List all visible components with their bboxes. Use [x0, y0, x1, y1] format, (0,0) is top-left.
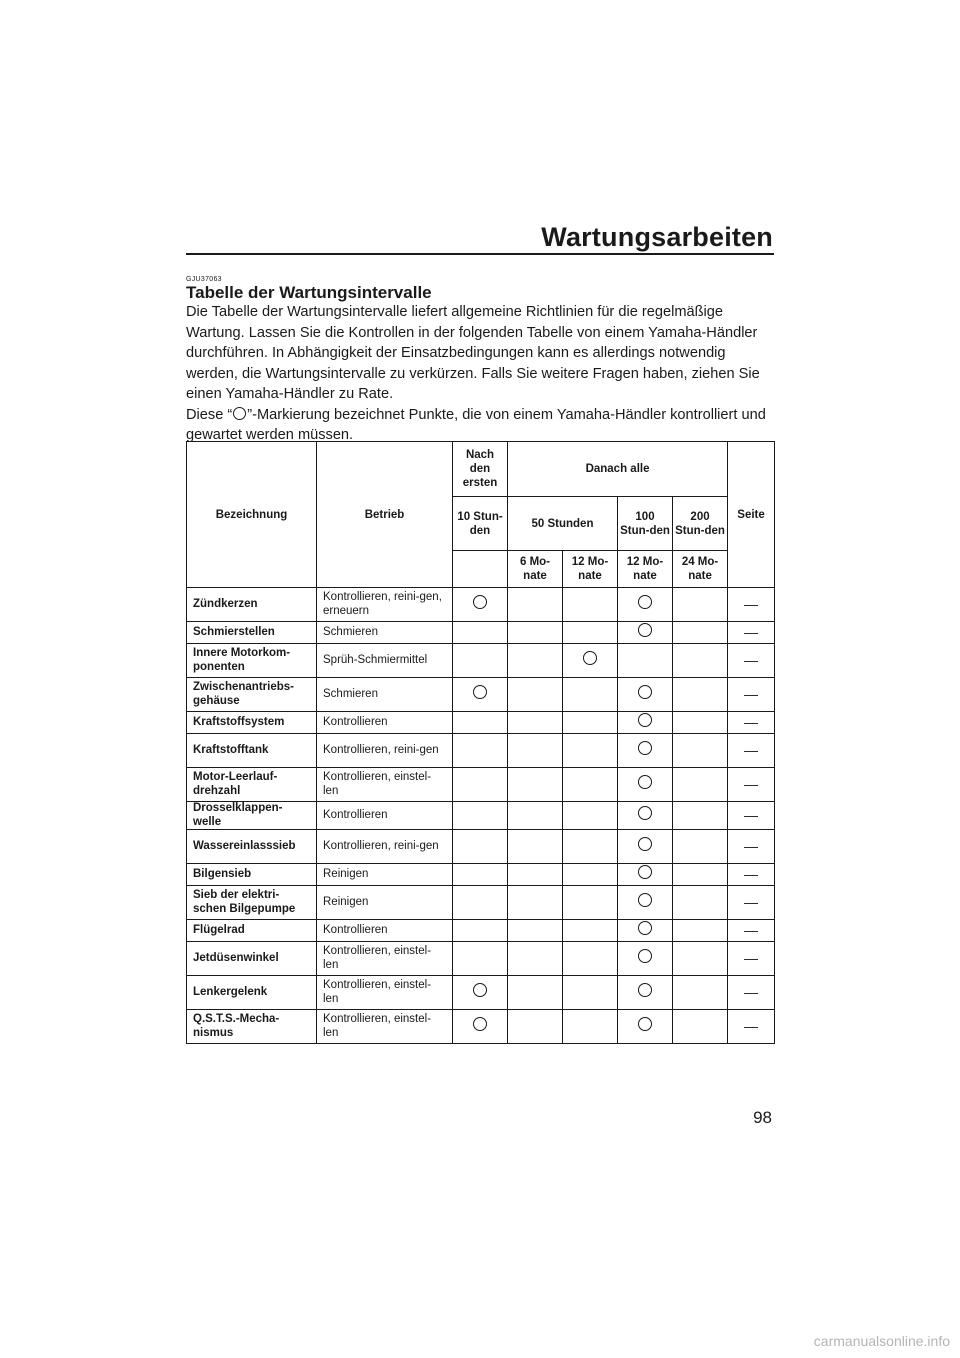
row-interval-cell: [453, 734, 508, 768]
row-interval-cell: [563, 678, 618, 712]
row-interval-cell: [673, 644, 728, 678]
row-interval-cell: [673, 976, 728, 1010]
row-interval-cell: [618, 588, 673, 622]
row-interval-cell: [673, 942, 728, 976]
row-operation: Reinigen: [317, 886, 453, 920]
note-after: ”-Markierung bezeichnet Punkte, die von einem Yamaha-Händler kontrolliert und gewartet werden müssen.: [186, 406, 766, 443]
row-interval-cell: [618, 768, 673, 802]
row-page: —: [728, 622, 775, 644]
row-interval-cell: [673, 830, 728, 864]
row-page: —: [728, 712, 775, 734]
circle-mark-icon: [638, 623, 652, 637]
row-interval-cell: [563, 644, 618, 678]
circle-mark-icon: [638, 595, 652, 609]
row-interval-cell: [563, 768, 618, 802]
row-interval-cell: [618, 942, 673, 976]
table-row: [187, 734, 775, 768]
table-row: [187, 712, 775, 734]
header-months: 12 Mo-nate: [563, 551, 618, 588]
header-page: Seite: [728, 442, 775, 588]
header-name: Bezeichnung: [187, 442, 317, 588]
table-row: [187, 768, 775, 802]
row-interval-cell: [673, 588, 728, 622]
header-months: 6 Mo-nate: [508, 551, 563, 588]
row-page: —: [728, 886, 775, 920]
row-interval-cell: [453, 712, 508, 734]
table-row: [187, 830, 775, 864]
row-operation: Kontrollieren: [317, 920, 453, 942]
row-interval-cell: [618, 830, 673, 864]
row-operation: Kontrollieren, einstel-len: [317, 768, 453, 802]
table-row: [187, 802, 775, 830]
row-interval-cell: [673, 1010, 728, 1044]
row-operation: Kontrollieren: [317, 802, 453, 830]
row-interval-cell: [508, 712, 563, 734]
row-interval-cell: [508, 864, 563, 886]
reference-code: GJU37063: [186, 276, 222, 283]
page-number: 98: [753, 1108, 772, 1127]
row-page: —: [728, 644, 775, 678]
circle-mark-icon: [638, 893, 652, 907]
row-name: Motor-Leerlauf-drehzahl: [187, 768, 317, 802]
row-interval-cell: [453, 588, 508, 622]
circle-mark-icon: [638, 775, 652, 789]
row-interval-cell: [673, 734, 728, 768]
row-interval-cell: [453, 644, 508, 678]
row-interval-cell: [508, 644, 563, 678]
row-interval-cell: [508, 976, 563, 1010]
row-interval-cell: [563, 1010, 618, 1044]
row-interval-cell: [453, 802, 508, 830]
row-operation: Kontrollieren, einstel-len: [317, 1010, 453, 1044]
row-interval-cell: [453, 830, 508, 864]
row-interval-cell: [453, 768, 508, 802]
row-interval-cell: [618, 734, 673, 768]
table-row: [187, 588, 775, 622]
circle-mark-icon: [638, 837, 652, 851]
circle-mark-icon: [583, 651, 597, 665]
intro-text: [186, 302, 778, 446]
row-interval-cell: [563, 622, 618, 644]
row-operation: Kontrollieren: [317, 712, 453, 734]
maintenance-table: [186, 441, 775, 1044]
row-operation: Kontrollieren, einstel-len: [317, 976, 453, 1010]
circle-mark-icon: [638, 983, 652, 997]
circle-mark-icon: [473, 1017, 487, 1031]
table-row: [187, 976, 775, 1010]
circle-mark-icon: [233, 407, 246, 420]
circle-mark-icon: [638, 865, 652, 879]
row-interval-cell: [563, 734, 618, 768]
row-interval-cell: [673, 768, 728, 802]
header-hours: 100 Stun-den: [618, 497, 673, 551]
circle-mark-icon: [473, 685, 487, 699]
circle-mark-icon: [638, 949, 652, 963]
circle-mark-icon: [638, 713, 652, 727]
row-interval-cell: [508, 622, 563, 644]
row-interval-cell: [563, 976, 618, 1010]
row-name: Zwischenantriebs-gehäuse: [187, 678, 317, 712]
row-interval-cell: [673, 886, 728, 920]
row-name: Innere Motorkom-ponenten: [187, 644, 317, 678]
row-page: —: [728, 588, 775, 622]
row-name: Kraftstofftank: [187, 734, 317, 768]
row-interval-cell: [508, 802, 563, 830]
row-interval-cell: [563, 864, 618, 886]
row-interval-cell: [453, 942, 508, 976]
row-interval-cell: [508, 886, 563, 920]
header-empty: [453, 551, 508, 588]
row-interval-cell: [563, 920, 618, 942]
row-operation: Sprüh-Schmiermittel: [317, 644, 453, 678]
header-hours: 50 Stunden: [508, 497, 618, 551]
note-before: Diese “: [186, 406, 233, 423]
row-interval-cell: [563, 588, 618, 622]
row-interval-cell: [673, 678, 728, 712]
row-interval-cell: [508, 588, 563, 622]
row-interval-cell: [618, 802, 673, 830]
table-row: [187, 942, 775, 976]
table-row: [187, 678, 775, 712]
row-interval-cell: [618, 920, 673, 942]
row-page: —: [728, 768, 775, 802]
row-interval-cell: [453, 920, 508, 942]
row-page: —: [728, 830, 775, 864]
table-row: [187, 864, 775, 886]
row-interval-cell: [508, 920, 563, 942]
watermark: carmanualsonline.info: [813, 1333, 950, 1349]
row-name: Bilgensieb: [187, 864, 317, 886]
row-interval-cell: [453, 976, 508, 1010]
circle-mark-icon: [638, 685, 652, 699]
header-hours: 200 Stun-den: [673, 497, 728, 551]
row-interval-cell: [618, 976, 673, 1010]
header-thereafter: Danach alle: [508, 442, 728, 497]
row-name: Zündkerzen: [187, 588, 317, 622]
table-row: [187, 920, 775, 942]
row-page: —: [728, 864, 775, 886]
row-name: Wassereinlasssieb: [187, 830, 317, 864]
header-hours: 10 Stun-den: [453, 497, 508, 551]
row-name: Jetdüsenwinkel: [187, 942, 317, 976]
circle-mark-icon: [638, 921, 652, 935]
row-page: —: [728, 678, 775, 712]
row-interval-cell: [618, 712, 673, 734]
row-operation: Schmieren: [317, 678, 453, 712]
table-row: [187, 886, 775, 920]
row-interval-cell: [673, 622, 728, 644]
row-interval-cell: [563, 712, 618, 734]
row-name: Sieb der elektri-schen Bilgepumpe: [187, 886, 317, 920]
row-interval-cell: [563, 886, 618, 920]
row-interval-cell: [673, 920, 728, 942]
row-interval-cell: [508, 678, 563, 712]
row-interval-cell: [673, 712, 728, 734]
header-months: 12 Mo-nate: [618, 551, 673, 588]
row-operation: Kontrollieren, reini-gen: [317, 734, 453, 768]
row-name: Schmierstellen: [187, 622, 317, 644]
row-page: —: [728, 976, 775, 1010]
table-row: [187, 644, 775, 678]
row-interval-cell: [508, 734, 563, 768]
section-title: Tabelle der Wartungsintervalle: [186, 283, 432, 302]
page-title: Wartungsarbeiten: [541, 222, 773, 252]
row-page: —: [728, 1010, 775, 1044]
row-interval-cell: [563, 802, 618, 830]
title-rule: [186, 253, 774, 255]
row-interval-cell: [508, 1010, 563, 1044]
row-page: —: [728, 920, 775, 942]
row-interval-cell: [453, 678, 508, 712]
row-operation: Reinigen: [317, 864, 453, 886]
row-interval-cell: [618, 622, 673, 644]
intro-paragraph: Die Tabelle der Wartungsintervalle liefert allgemeine Richtlinien für die regelmäßige Wartung. Lassen Sie die Kontrollen in der folgenden Tabelle von einem Yamaha-Händler durchführen. In Abhängigkeit der Einsatzbedingungen kann es allerdings notwendig werden, die Wartungsintervalle zu verkürzen. Falls Sie weitere Fragen haben, ziehen Sie einen Yamaha-Händler zu Rate.: [186, 304, 760, 402]
row-interval-cell: [453, 622, 508, 644]
row-interval-cell: [618, 644, 673, 678]
circle-mark-icon: [638, 1017, 652, 1031]
header-first: Nach den ersten: [453, 442, 508, 497]
table-row: [187, 1010, 775, 1044]
row-interval-cell: [453, 886, 508, 920]
row-name: Q.S.T.S.-Mecha-nismus: [187, 1010, 317, 1044]
row-interval-cell: [563, 942, 618, 976]
row-name: Flügelrad: [187, 920, 317, 942]
row-operation: Kontrollieren, einstel-len: [317, 942, 453, 976]
row-page: —: [728, 734, 775, 768]
row-interval-cell: [508, 830, 563, 864]
circle-mark-icon: [638, 741, 652, 755]
row-interval-cell: [453, 1010, 508, 1044]
row-name: Kraftstoffsystem: [187, 712, 317, 734]
row-operation: Kontrollieren, reini-gen, erneuern: [317, 588, 453, 622]
table-row: [187, 622, 775, 644]
header-operation: Betrieb: [317, 442, 453, 588]
row-interval-cell: [618, 886, 673, 920]
row-page: —: [728, 802, 775, 830]
row-operation: Schmieren: [317, 622, 453, 644]
row-name: Lenkergelenk: [187, 976, 317, 1010]
header-months: 24 Mo-nate: [673, 551, 728, 588]
row-interval-cell: [618, 864, 673, 886]
row-page: —: [728, 942, 775, 976]
row-interval-cell: [508, 942, 563, 976]
circle-mark-icon: [473, 983, 487, 997]
row-interval-cell: [618, 678, 673, 712]
row-interval-cell: [508, 768, 563, 802]
row-name: Drosselklappen-welle: [187, 802, 317, 830]
table-body: [187, 588, 775, 1044]
row-interval-cell: [453, 864, 508, 886]
row-interval-cell: [563, 830, 618, 864]
row-interval-cell: [618, 1010, 673, 1044]
circle-mark-icon: [638, 806, 652, 820]
circle-mark-icon: [473, 595, 487, 609]
row-interval-cell: [673, 864, 728, 886]
row-interval-cell: [673, 802, 728, 830]
row-operation: Kontrollieren, reini-gen: [317, 830, 453, 864]
